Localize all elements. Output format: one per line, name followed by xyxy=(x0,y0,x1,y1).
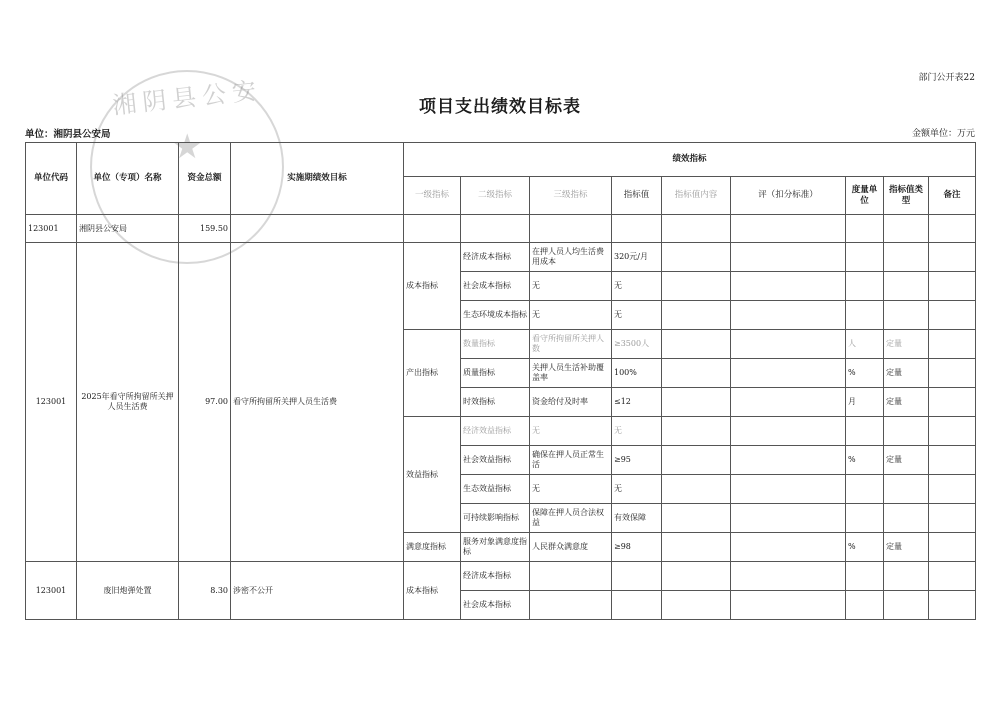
value-cell: 无 xyxy=(612,475,662,504)
level2-cell: 质量指标 xyxy=(461,359,530,388)
level2-cell: 经济成本指标 xyxy=(461,562,530,591)
level3-cell: 资金给付及时率 xyxy=(530,388,612,417)
col-measure-unit: 度量单位 xyxy=(846,177,884,215)
value-cell: 无 xyxy=(612,272,662,301)
level3-cell: 无 xyxy=(530,417,612,446)
amount-unit-label: 金额单位：万元 xyxy=(911,129,975,139)
col-value: 指标值 xyxy=(612,177,662,215)
col-score: 评（扣分标准） xyxy=(731,177,846,215)
level3-cell: 看守所拘留所关押人数 xyxy=(530,330,612,359)
level1-cell: 成本指标 xyxy=(404,562,461,620)
value-type-cell: 定量 xyxy=(884,330,929,359)
level1-cell: 效益指标 xyxy=(404,417,461,533)
level2-cell: 生态环境成本指标 xyxy=(461,301,530,330)
level2-cell: 时效指标 xyxy=(461,388,530,417)
level2-cell: 服务对象满意度指标 xyxy=(461,533,530,562)
measure-unit-cell: 人 xyxy=(846,330,884,359)
unit-label: 单位：湘阴县公安局 xyxy=(25,129,111,140)
level3-cell: 在押人员人均生活费用成本 xyxy=(530,243,612,272)
value-cell: ≥3500人 xyxy=(612,330,662,359)
amount-cell: 97.00 xyxy=(179,243,231,562)
level3-cell: 无 xyxy=(530,475,612,504)
amount-cell: 159.50 xyxy=(179,215,231,243)
unit-name-cell: 2025年看守所拘留所关押人员生活费 xyxy=(77,243,179,562)
form-number: 部门公开表22 xyxy=(918,73,975,83)
level3-cell: 无 xyxy=(530,272,612,301)
value-type-cell: 定量 xyxy=(884,533,929,562)
level3-cell: 人民群众满意度 xyxy=(530,533,612,562)
level1-cell: 成本指标 xyxy=(404,243,461,330)
level1-cell: 产出指标 xyxy=(404,330,461,417)
level3-cell: 无 xyxy=(530,301,612,330)
level3-cell: 确保在押人员正常生活 xyxy=(530,446,612,475)
level2-cell: 生态效益指标 xyxy=(461,475,530,504)
value-cell: 有效保障 xyxy=(612,504,662,533)
value-cell: 无 xyxy=(612,417,662,446)
level2-cell: 可持续影响指标 xyxy=(461,504,530,533)
value-type-cell: 定量 xyxy=(884,388,929,417)
level3-cell: 关押人员生活补助覆盖率 xyxy=(530,359,612,388)
level2-cell: 数量指标 xyxy=(461,330,530,359)
unit-code-cell: 123001 xyxy=(26,215,77,243)
measure-unit-cell: 月 xyxy=(846,388,884,417)
table-row xyxy=(26,243,976,272)
unit-name-cell: 废旧炮弹处置 xyxy=(77,562,179,620)
unit-code-cell: 123001 xyxy=(26,243,77,562)
level2-cell: 社会成本指标 xyxy=(461,272,530,301)
target-cell: 看守所拘留所关押人员生活费 xyxy=(231,243,404,562)
target-cell: 涉密不公开 xyxy=(231,562,404,620)
official-seal-stamp: 湘阴县公安 ★ xyxy=(90,70,284,264)
col-target: 实施期绩效目标 xyxy=(231,143,404,215)
value-cell: 无 xyxy=(612,301,662,330)
col-content: 指标值内容 xyxy=(662,177,731,215)
col-total-funds: 资金总额 xyxy=(179,143,231,215)
measure-unit-cell: % xyxy=(846,446,884,475)
col-level2: 二级指标 xyxy=(461,177,530,215)
value-cell: 100% xyxy=(612,359,662,388)
col-remark: 备注 xyxy=(929,177,976,215)
value-cell: ≤12 xyxy=(612,388,662,417)
col-unit-name: 单位（专项）名称 xyxy=(77,143,179,215)
col-unit-code: 单位代码 xyxy=(26,143,77,215)
col-level3: 三级指标 xyxy=(530,177,612,215)
unit-name-cell: 湘阴县公安局 xyxy=(77,215,179,243)
col-value-type: 指标值类型 xyxy=(884,177,929,215)
level2-cell: 社会成本指标 xyxy=(461,591,530,620)
table-row xyxy=(26,562,976,591)
level1-cell: 满意度指标 xyxy=(404,533,461,562)
level3-cell: 保障在押人员合法权益 xyxy=(530,504,612,533)
level2-cell: 经济效益指标 xyxy=(461,417,530,446)
measure-unit-cell: % xyxy=(846,533,884,562)
value-cell: 320元/月 xyxy=(612,243,662,272)
unit-code-cell: 123001 xyxy=(26,562,77,620)
measure-unit-cell: % xyxy=(846,359,884,388)
value-cell: ≥95 xyxy=(612,446,662,475)
col-performance: 绩效指标 xyxy=(404,143,976,177)
value-type-cell: 定量 xyxy=(884,359,929,388)
col-level1: 一级指标 xyxy=(404,177,461,215)
performance-target-table xyxy=(25,142,976,620)
table-row xyxy=(26,215,976,243)
value-type-cell: 定量 xyxy=(884,446,929,475)
page-title: 项目支出绩效目标表 xyxy=(419,97,581,117)
value-cell: ≥98 xyxy=(612,533,662,562)
level2-cell: 经济成本指标 xyxy=(461,243,530,272)
level2-cell: 社会效益指标 xyxy=(461,446,530,475)
amount-cell: 8.30 xyxy=(179,562,231,620)
